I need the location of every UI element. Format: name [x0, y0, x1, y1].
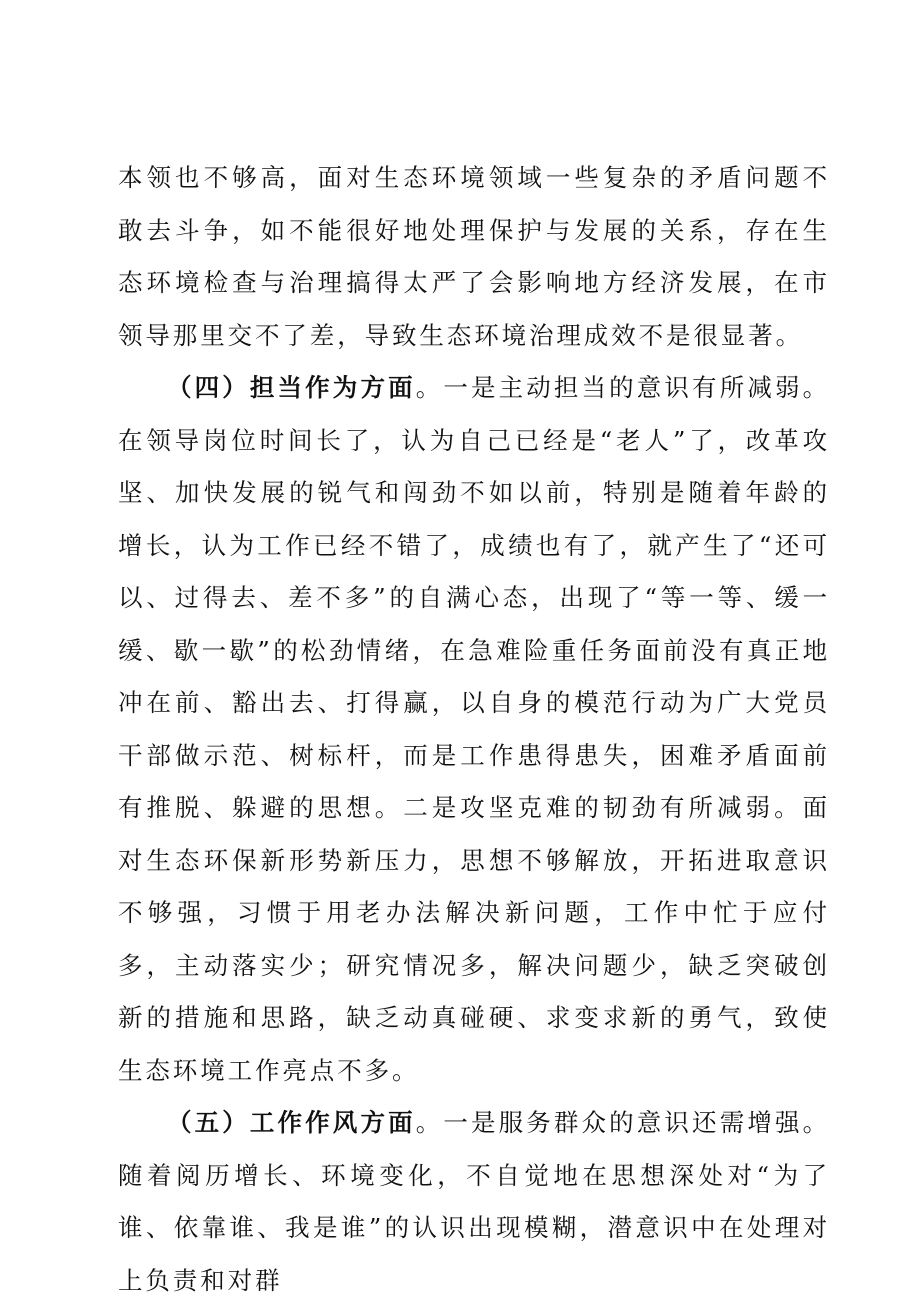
paragraph-section-4 — [118, 362, 830, 1097]
document-body — [118, 152, 830, 1307]
section-heading-4: （四）担当作为方面 — [167, 373, 416, 402]
paragraph-text: 本领也不够高，面对生态环境领域一些复杂的矛盾问题不敢去斗争，如不能很好地处理保护与发展的关系，存在生态环境检查与治理搞得太严了会影响地方经济发展，在市领导那里交不了差，导致生态环境治理成效不是很显著。 — [118, 163, 830, 350]
paragraph-continuation — [118, 152, 830, 362]
section-heading-5: （五）工作作风方面 — [167, 1108, 416, 1137]
paragraph-text: 。一是服务群众的意识还需增强。随着阅历增长、环境变化，不自觉地在思想深处对“为了谁、依靠谁、我是谁”的认识出现模糊，潜意识中在处理对上负责和对群 — [118, 1108, 830, 1295]
paragraph-section-5 — [118, 1097, 830, 1307]
paragraph-text: 。一是主动担当的意识有所减弱。在领导岗位时间长了，认为自己已经是“老人”了，改革攻坚、加快发展的锐气和闯劲不如以前，特别是随着年龄的增长，认为工作已经不错了，成绩也有了，就产生了“还可以、过得去、差不多”的自满心态，出现了“等一等、缓一缓、歇一歇”的松劲情绪，在急难险重任务面前没有真正地冲在前、豁出去、打得赢，以自身的模范行动为广大党员干部做示范、树标杆，而是工作患得患失，困难矛盾面前有推脱、躲避的思想。二是攻坚克难的韧劲有所减弱。面对生态环保新形势新压力，思想不够解放，开拓进取意识不够强，习惯于用老办法解决新问题，工作中忙于应付多，主动落实少；研究情况多，解决问题少，缺乏突破创新的措施和思路，缺乏动真碰硬、求变求新的勇气，致使生态环境工作亮点不多。 — [118, 373, 830, 1085]
